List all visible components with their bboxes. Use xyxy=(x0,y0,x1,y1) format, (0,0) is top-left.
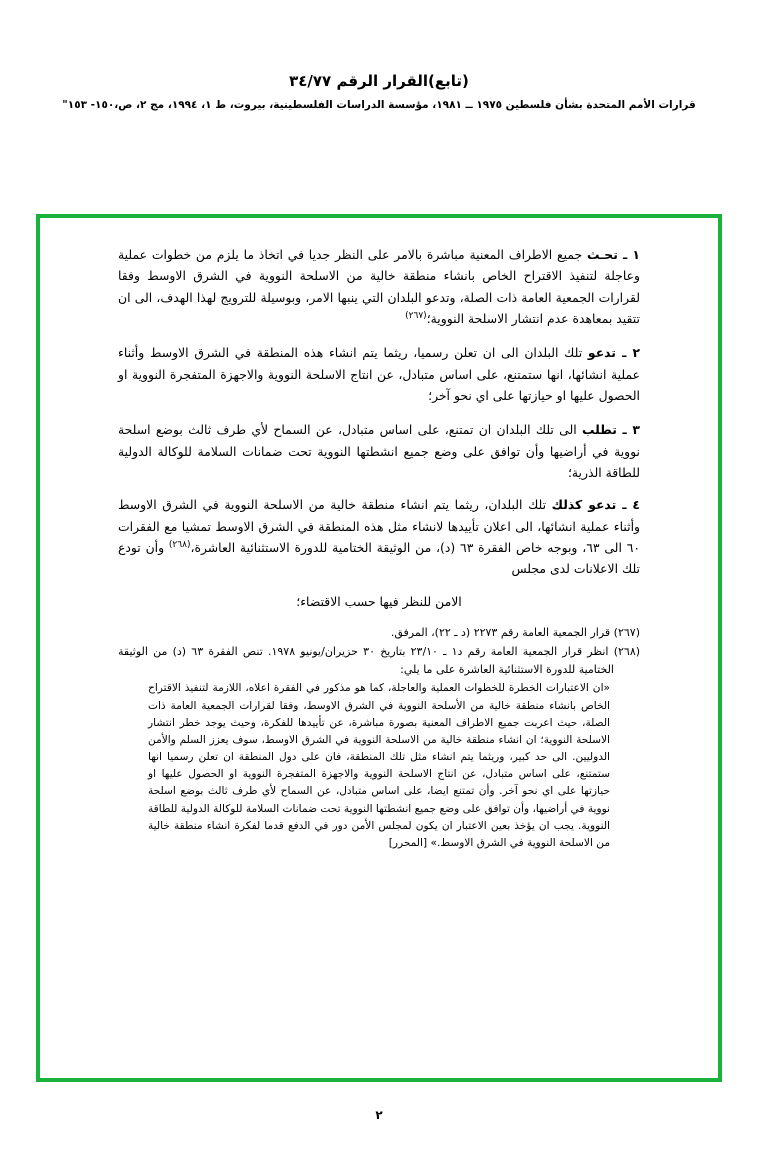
footnote-quote-text: «ان الاعتبارات الخطرة للخطوات العملية والعاجلة، كما هو مذكور في الفقرة اعلاه، اللازمة لتنفيذ الاقتراح الخاص بانشاء منطقة خالية من الأسلحة النووية في الشرق الاوسط، وفقا لقرارات الجمعية العامة ذات الصلة، حيث اعربت جميع الاطراف المعنية بصورة مباشرة، عن تأييدها للفكرة، وحيث يوجد خطر انتشار الاسلحة النووية؛ ان انشاء منطقة خالية من الاسلحة النووية في الشرق الاوسط، سوف يعزز السلم والأمن الدوليين. الى حد كبير، وريثما يتم انشاء مثل تلك المنطقة، فان على دول المنطقة ان تعلن رسميا انها ستمتنع، على اساس متبادل، عن انتاج الاسلحة النووية والاجهزة المتفجرة النووية او الحصول عليها او حيازتها على اي نحو آخر. وأن تمتنع ايضا، على اساس متبادل، عن السماح لأي طرف ثالث بوضع اسلحة نووية في أراضيها، وأن توافق على وضع جميع انشطتها النووية تحت ضمانات السلامة للوكالة الدولية للطاقة النووية. يجب ان يؤخذ بعين الاعتبار ان يكون لمجلس الأمن دور في الدفع قدما لفكرة انشاء منطقة خالية من الاسلحة النووية في الشرق الاوسط.» xyxy=(148,682,610,849)
content-frame xyxy=(36,214,722,1082)
page-title: (تابع)القرار الرقم ٣٤/٧٧ xyxy=(289,72,469,90)
footnote-267 xyxy=(118,624,640,642)
clause-4-text: تلك البلدان، ريثما يتم انشاء منطقة خالية من الاسلحة النووية في الشرق الاوسط وأثناء عملية انشائها، الى اعلان تأييدها لانشاء مثل هذه المنطقة في الشرق الاوسط تمشيا مع الفقرات ٦٠ الى ٦٣، وبوجه خاص الفقرة ٦٣ (د)، من الوثيقة الختامية للدورة الاستثنائية العاشرة، xyxy=(118,497,640,555)
clause-1 xyxy=(118,244,640,329)
clause-4-note-ref: (٢٦٨) xyxy=(168,539,191,550)
footnote-268-marker: (٢٦٨) xyxy=(613,645,641,659)
clause-2 xyxy=(118,342,640,406)
document-header xyxy=(0,72,758,111)
clause-3 xyxy=(118,419,640,483)
clause-1-lead: ١ ـ تحـث xyxy=(586,247,640,262)
clause-3-lead: ٣ ـ تطلب xyxy=(581,422,640,438)
clause-2-text: تلك البلدان الى ان تعلن رسميا، ريثما يتم انشاء هذه المنطقة في الشرق الاوسط وأثناء عملية انشائها، انها ستمتنع، على اساس متبادل، عن انتاج الاسلحة النووية والاجهزة المتفجرة النووية او الحصول عليها او حيازتها على اي نحو آخر؛ xyxy=(118,345,640,403)
clause-2-lead: ٢ ـ تدعو xyxy=(587,345,641,361)
clause-4-lead: ٤ ـ تدعو كذلك xyxy=(551,497,640,513)
footnote-268-text: انظر قرار الجمعية العامة رقم د١ ـ ٢٣/١٠ بتاريخ ٣٠ حزيران/يونيو ١٩٧٨. تنص الفقرة ٦٣ (د) من الوثيقة الختامية للدورة الاستثنائية العاشرة على ما يلي: xyxy=(118,645,614,676)
footnote-quote xyxy=(148,680,610,852)
footnote-267-text: قرار الجمعية العامة رقم ٢٢٧٣ (د ـ ٢٢)، المرفق. xyxy=(390,625,611,639)
footnotes xyxy=(118,624,640,852)
clause-1-note-ref: (٢٦٧) xyxy=(405,310,427,321)
clause-1-text: جميع الاطراف المعنية مباشرة بالامر على النظر جديا في اتخاذ ما يلزم من خطوات عملية وعاجلة لتنفيذ الاقتراح الخاص بانشاء منطقة خالية من الاسلحة النووية في الشرق الاوسط وفقا لقرارات الجمعية العامة ذات الصلة، وتدعو البلدان التي ينبها الامر، وبوسيلة للترويج لهذا الهدف، الى ان تتقيد بمعاهدة عدم انتشار الاسلحة النووية؛ xyxy=(118,247,640,326)
footnote-quote-editor: [المحرر] xyxy=(388,836,428,849)
footnote-267-marker: (٢٦٧) xyxy=(613,625,640,639)
clause-4 xyxy=(118,494,640,579)
clause-3-text: الى تلك البلدان ان تمتنع، على اساس متبادل، عن السماح لأي طرف ثالث بوضع اسلحة نووية في أراضيها وأن توافق على وضع جميع انشطتها النووية تحت ضمانات السلامة للوكالة الدولية للطاقة الذرية؛ xyxy=(118,422,640,480)
document-page xyxy=(0,72,758,1150)
footnote-268 xyxy=(118,643,640,678)
clause-4-text-after: وأن تودع تلك الاعلانات لدى مجلس xyxy=(118,539,640,577)
closing-line: الامن للنظر فيها حسب الاقتضاء؛ xyxy=(296,593,462,609)
page-number: ٢ xyxy=(375,1108,383,1122)
source-citation: قرارات الأمم المتحدة بشأن فلسطين ١٩٧٥ ــ ١٩٨١، مؤسسة الدراسات الفلسطينية، بيروت، ط ١، ١٩٩٤، مج ٢، ص،١٥٠- ١٥٣" xyxy=(62,99,696,111)
content-body xyxy=(40,218,718,872)
